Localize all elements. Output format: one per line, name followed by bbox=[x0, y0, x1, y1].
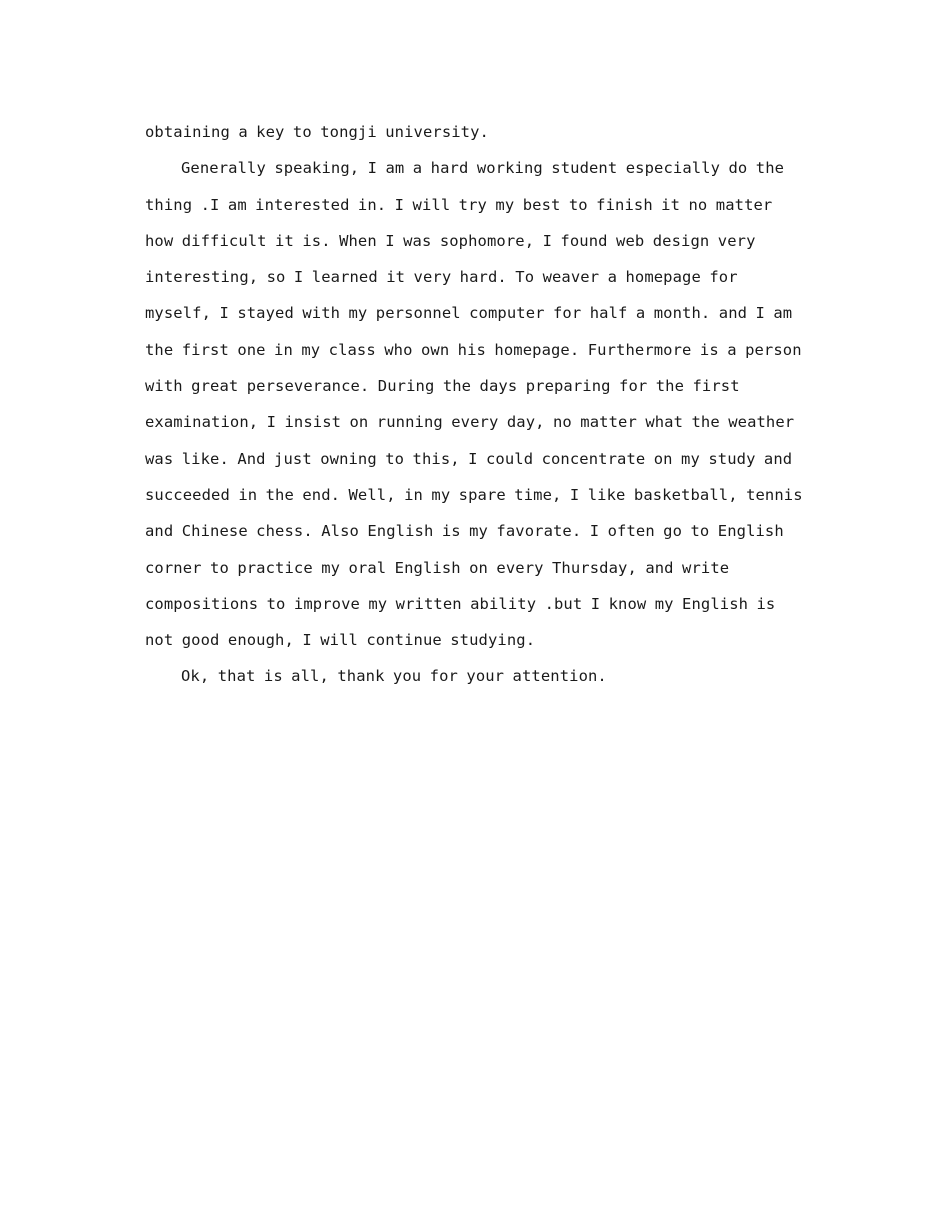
text-line: myself, I stayed with my personnel computer for half a month. and I am bbox=[145, 304, 793, 323]
text-line: Generally speaking, I am a hard working student especially do the bbox=[181, 159, 785, 178]
text-line: not good enough, I will continue studying. bbox=[145, 631, 536, 650]
text-line: with great perseverance. During the days preparing for the first bbox=[145, 377, 740, 396]
text-line: interesting, so I learned it very hard. To weaver a homepage for bbox=[145, 268, 738, 287]
text-line: Ok, that is all, thank you for your attention. bbox=[181, 667, 607, 686]
text-line: and Chinese chess. Also English is my favorate. I often go to English bbox=[145, 522, 784, 541]
text-line: was like. And just owning to this, I could concentrate on my study and bbox=[145, 449, 793, 468]
text-line: the first one in my class who own his homepage. Furthermore is a person bbox=[145, 340, 802, 359]
document-body bbox=[145, 119, 825, 700]
text-line: thing .I am interested in. I will try my best to finish it no matter bbox=[145, 195, 773, 214]
text-line: examination, I insist on running every day, no matter what the weather bbox=[145, 413, 795, 432]
text-line: corner to practice my oral English on every Thursday, and write bbox=[145, 558, 730, 577]
text-line: obtaining a key to tongji university. bbox=[145, 123, 489, 141]
text-line: compositions to improve my written ability .but I know my English is bbox=[145, 594, 776, 613]
text-line: how difficult it is. When I was sophomore, I found web design very bbox=[145, 231, 756, 250]
text-line: succeeded in the end. Well, in my spare time, I like basketball, tennis bbox=[145, 485, 803, 504]
